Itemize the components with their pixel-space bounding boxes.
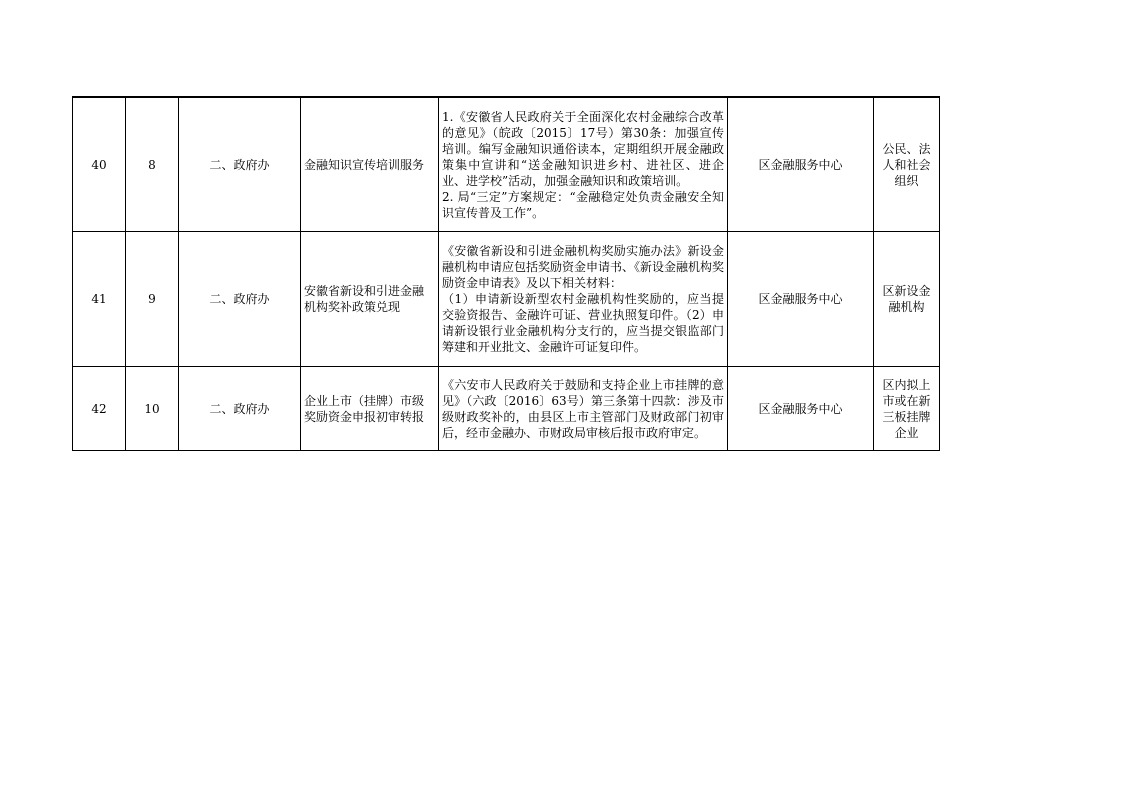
basis-cell — [439, 367, 728, 451]
target-cell: 区新设金融机构 — [874, 232, 940, 367]
basis-line: 《安徽省新设和引进金融机构奖励实施办法》新设金融机构申请应包括奖励资金申请书、《新设金融机构奖励资金申请表》及以下相关材料： — [442, 244, 725, 290]
target-cell: 区内拟上市或在新三板挂牌企业 — [874, 367, 940, 451]
item-name-cell: 安徽省新设和引进金融机构奖补政策兑现 — [301, 232, 439, 367]
item-name-cell: 企业上市（挂牌）市级奖励资金申报初审转报 — [301, 367, 439, 451]
table-row — [73, 367, 940, 451]
sub-seq-cell: 8 — [126, 97, 179, 232]
sub-seq-cell: 9 — [126, 232, 179, 367]
table-row — [73, 97, 940, 232]
basis-line: 《六安市人民政府关于鼓励和支持企业上市挂牌的意见》（六政〔2016〕63号）第三条第十四款：涉及市级财政奖补的，由县区上市主管部门及财政部门初审后，经市金融办、市财政局审核后报市政府审定。 — [442, 377, 724, 440]
department-cell: 区金融服务中心 — [728, 367, 874, 451]
table-row — [73, 232, 940, 367]
item-name-cell: 金融知识宣传培训服务 — [301, 97, 439, 232]
category-cell: 二、政府办 — [179, 232, 301, 367]
category-cell: 二、政府办 — [179, 97, 301, 232]
service-items-table — [72, 96, 940, 451]
sub-seq-cell: 10 — [126, 367, 179, 451]
basis-line: 2. 局“三定”方案规定：“金融稳定处负责金融安全知识宣传普及工作”。 — [442, 189, 724, 220]
basis-cell — [439, 97, 728, 232]
seq-cell: 42 — [73, 367, 126, 451]
basis-cell — [439, 232, 728, 367]
department-cell: 区金融服务中心 — [728, 97, 874, 232]
seq-cell: 40 — [73, 97, 126, 232]
basis-line: 1.《安徽省人民政府关于全面深化农村金融综合改革的意见》（皖政〔2015〕17号）第30条：加强宣传培训。编写金融知识通俗读本，定期组织开展金融政策集中宣讲和“送金融知识进乡村、进社区、进企业、进学校”活动，加强金融知识和政策培训。 — [442, 109, 724, 188]
seq-cell: 41 — [73, 232, 126, 367]
department-cell: 区金融服务中心 — [728, 232, 874, 367]
target-cell: 公民、法人和社会组织 — [874, 97, 940, 232]
category-cell: 二、政府办 — [179, 367, 301, 451]
basis-line: （1）申请新设新型农村金融机构性奖励的，应当提交验资报告、金融许可证、营业执照复印件。（2）申请新设银行业金融机构分支行的，应当提交银监部门筹建和开业批文、金融许可证复印件。 — [442, 292, 724, 354]
